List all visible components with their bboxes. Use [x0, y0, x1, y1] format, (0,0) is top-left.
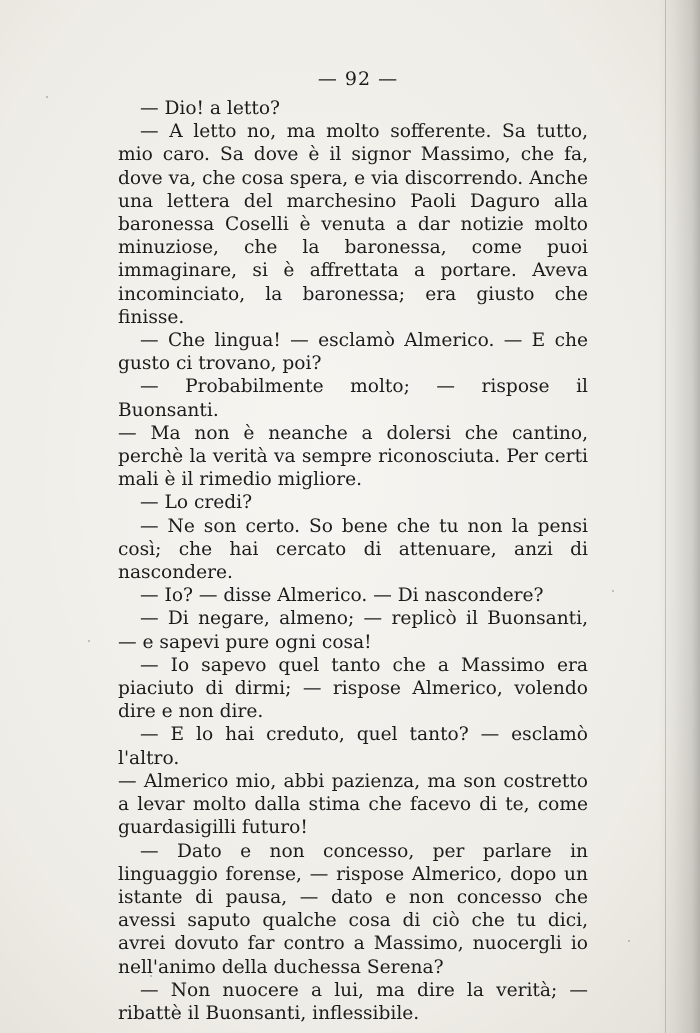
paragraph: — Dato e non concesso, per parlare in linguaggio forense, — rispose Almerico, dopo un istante di pausa, — dato e non concesso che avessi saputo qualche cosa di ciò che tu dici, avrei dovuto far contro a Massimo, nuocergli io nell'animo della duchessa Serena? — [118, 840, 588, 978]
page-edge-line — [665, 0, 666, 1033]
paragraph: — Che lingua! — esclamò Almerico. — E che gusto ci trovano, poi? — [118, 330, 588, 375]
paragraph: — Io sapevo quel tanto che a Massimo era piaciuto di dirmi; — rispose Almerico, volendo dire e non dire. — [118, 654, 588, 723]
paragraph: — Almerico mio, abbi pazienza, ma son costretto a levar molto dalla stima che facevo di te, come guardasigilli futuro! — [118, 770, 588, 839]
paragraph: — Probabilmente molto; — rispose il Buonsanti. — [118, 376, 588, 421]
paragraph: — A letto no, ma molto sofferente. Sa tutto, mio caro. Sa dove è il signor Massimo, che fa, dove va, che cosa spera, e via discorrendo. Anche una lettera del marchesino Paoli Daguro alla baronessa Coselli è venuta a dar notizie molto minuziose, che la baronessa, come puoi immaginare, si è affrettata a portare. Aveva incominciato, la baronessa; era giusto che finisse. — [118, 121, 588, 328]
paragraph: — Non nuocere a lui, ma dire la verità; — ribattè il Buonsanti, inflessibile. — [118, 979, 588, 1024]
paragraph: — Io? — disse Almerico. — Di nascondere? — [140, 585, 544, 607]
paper-speck — [628, 940, 630, 942]
paragraph: — E lo hai creduto, quel tanto? — esclamò l'altro. — [118, 724, 588, 769]
paragraph: — Ne son certo. So bene che tu non la pensi così; che hai cercato di attenuare, anzi di nascondere. — [118, 515, 588, 584]
paragraph: — Ma non è neanche a dolersi che cantino, perchè la verità va sempre riconosciuta. Per certi mali è il rimedio migliore. — [118, 422, 588, 491]
paper-speck — [150, 975, 152, 977]
page-number: — 92 — — [317, 68, 399, 90]
paragraph: — Di negare, almeno; — replicò il Buonsanti, — e sapevi pure ogni cosa! — [118, 608, 588, 653]
paper-speck — [46, 96, 48, 98]
body-text — [118, 97, 588, 1025]
paragraph: — Lo credi? — [140, 492, 253, 514]
paper-speck — [612, 590, 614, 592]
paragraph: — Dio! a letto? — [140, 98, 280, 119]
paper-speck — [88, 640, 90, 642]
